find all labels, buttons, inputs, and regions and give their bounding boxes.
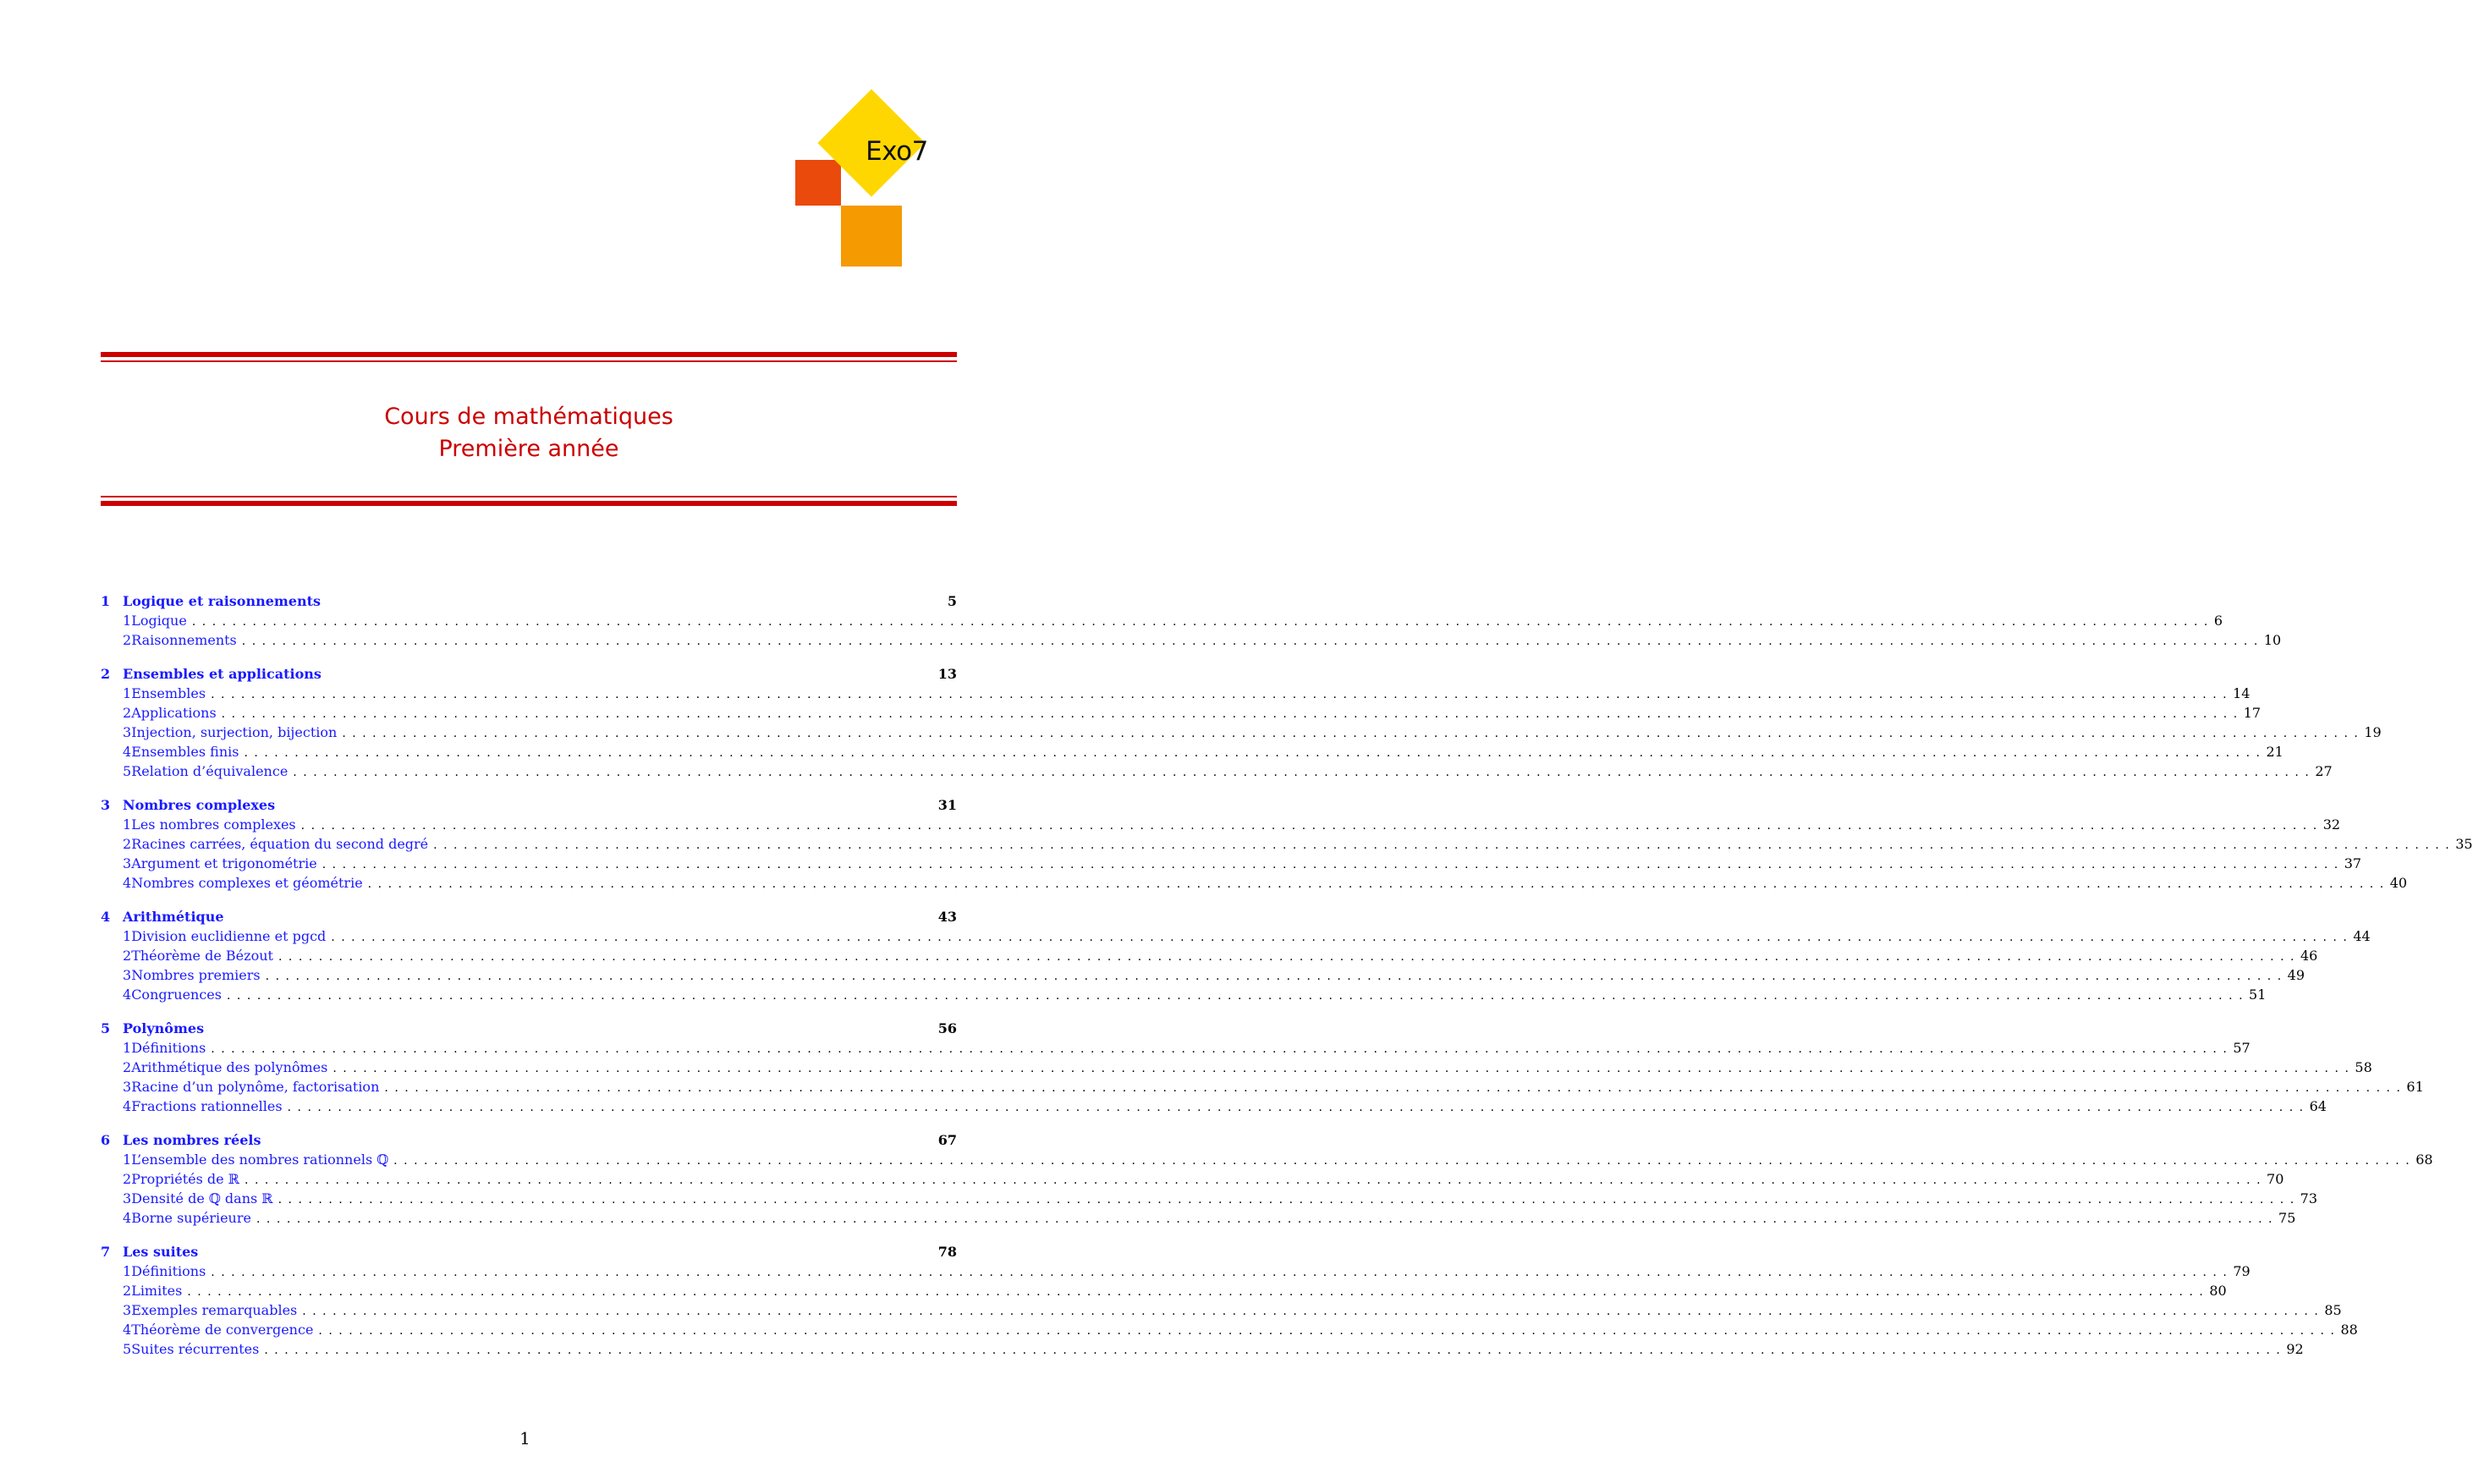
chapter-number: 4 bbox=[101, 909, 111, 925]
chapter-number: 2 bbox=[101, 666, 111, 682]
section-page-number: 58 bbox=[2355, 1059, 2372, 1075]
dot-leader: ........................................................................................................................................................................................................ bbox=[367, 877, 2390, 891]
toc-section-row[interactable] bbox=[101, 834, 2473, 854]
toc-section-row[interactable] bbox=[101, 761, 2333, 781]
section-number: 2 bbox=[123, 1059, 132, 1075]
section-number: 2 bbox=[123, 1171, 132, 1187]
section-number: 4 bbox=[123, 1098, 132, 1114]
section-page-number: 21 bbox=[2266, 744, 2283, 760]
section-page-number: 61 bbox=[2406, 1079, 2424, 1095]
dot-leader: ........................................................................................................................................................................................................ bbox=[384, 1081, 2407, 1095]
toc-section-row[interactable] bbox=[101, 630, 2282, 650]
dot-leader: ........................................................................................................................................................................................................ bbox=[187, 1285, 2210, 1299]
toc-section-row[interactable] bbox=[101, 1077, 2424, 1097]
toc-section-row[interactable] bbox=[101, 1339, 2304, 1359]
dot-leader: ........................................................................................................................................................................................................ bbox=[331, 931, 2354, 944]
section-title-link[interactable]: Nombres premiers bbox=[131, 967, 261, 983]
section-title-link[interactable]: Théorème de convergence bbox=[131, 1322, 314, 1338]
section-title-link[interactable]: Suites récurrentes bbox=[131, 1341, 260, 1357]
section-title-link[interactable]: Nombres complexes et géométrie bbox=[131, 875, 363, 891]
section-title-link[interactable]: Théorème de Bézout bbox=[131, 948, 273, 964]
section-title-link[interactable]: Borne supérieure bbox=[131, 1210, 251, 1226]
section-page-number: 19 bbox=[2364, 724, 2382, 740]
toc-section-row[interactable] bbox=[101, 1058, 2372, 1077]
section-title-link[interactable]: Propriétés de ℝ bbox=[131, 1171, 239, 1187]
section-title-link[interactable]: Ensembles bbox=[131, 685, 206, 701]
section-number: 5 bbox=[123, 1341, 132, 1357]
dot-leader: ........................................................................................................................................................................................................ bbox=[342, 727, 2365, 740]
toc-chapter bbox=[101, 1242, 2358, 1359]
toc-section-row[interactable] bbox=[101, 815, 2341, 834]
toc-chapter-row[interactable] bbox=[101, 1019, 957, 1038]
chapter-title-link[interactable]: Ensembles et applications bbox=[123, 666, 321, 682]
dot-leader: ........................................................................................................................................................................................................ bbox=[265, 970, 2288, 983]
toc-section-row[interactable] bbox=[101, 873, 2408, 893]
chapter-title-link[interactable]: Les nombres réels bbox=[123, 1132, 261, 1148]
dot-leader: ........................................................................................................................................................................................................ bbox=[318, 1324, 2341, 1338]
chapter-page-number: 56 bbox=[937, 1020, 957, 1036]
chapter-number: 1 bbox=[101, 593, 111, 609]
section-number: 3 bbox=[123, 855, 132, 871]
section-page-number: 68 bbox=[2415, 1151, 2433, 1168]
section-number: 4 bbox=[123, 744, 132, 760]
chapter-page-number: 13 bbox=[937, 666, 957, 682]
section-page-number: 46 bbox=[2300, 948, 2318, 964]
dot-leader: ........................................................................................................................................................................................................ bbox=[293, 766, 2316, 779]
section-title-link[interactable]: Raisonnements bbox=[131, 632, 237, 648]
toc-section-row[interactable] bbox=[101, 1300, 2342, 1320]
chapter-number: 7 bbox=[101, 1244, 111, 1260]
chapter-page-number: 67 bbox=[937, 1132, 957, 1148]
section-number: 2 bbox=[123, 705, 132, 721]
section-page-number: 88 bbox=[2340, 1322, 2358, 1338]
section-title-link[interactable]: Limites bbox=[131, 1283, 183, 1299]
dot-leader: ........................................................................................................................................................................................................ bbox=[321, 858, 2344, 871]
toc-chapter-row[interactable] bbox=[101, 907, 957, 926]
section-page-number: 79 bbox=[2233, 1263, 2250, 1279]
section-page-number: 40 bbox=[2389, 875, 2408, 891]
toc-section-row[interactable] bbox=[101, 742, 2283, 761]
logo-text: Exo7 bbox=[866, 136, 928, 167]
section-number: 4 bbox=[123, 987, 132, 1003]
chapter-title-link[interactable]: Logique et raisonnements bbox=[123, 593, 321, 609]
section-number: 4 bbox=[123, 875, 132, 891]
chapter-page-number: 78 bbox=[937, 1244, 957, 1260]
section-number: 1 bbox=[123, 816, 132, 833]
dot-leader: ........................................................................................................................................................................................................ bbox=[256, 1212, 2279, 1226]
toc-section-row[interactable] bbox=[101, 985, 2267, 1004]
section-page-number: 35 bbox=[2455, 836, 2473, 852]
top-rule-thin bbox=[101, 360, 957, 362]
section-title-link[interactable]: Relation d’équivalence bbox=[131, 763, 289, 779]
toc-section-row[interactable] bbox=[101, 611, 2223, 630]
section-page-number: 37 bbox=[2344, 855, 2362, 871]
toc-section-row[interactable] bbox=[101, 684, 2250, 703]
section-page-number: 10 bbox=[2263, 632, 2282, 648]
toc-section-row[interactable] bbox=[101, 1097, 2327, 1116]
chapter-page-number: 5 bbox=[947, 593, 957, 609]
chapter-number: 3 bbox=[101, 797, 111, 813]
section-number: 2 bbox=[123, 836, 132, 852]
chapter-title-link[interactable]: Arithmétique bbox=[123, 909, 224, 925]
toc-chapter bbox=[101, 795, 2473, 893]
toc-section-row[interactable] bbox=[101, 1208, 2296, 1228]
dot-leader: ........................................................................................................................................................................................................ bbox=[332, 1062, 2355, 1075]
section-number: 5 bbox=[123, 763, 132, 779]
chapter-title-link[interactable]: Polynômes bbox=[123, 1020, 205, 1036]
title-block bbox=[101, 401, 957, 465]
dot-leader: ........................................................................................................................................................................................................ bbox=[287, 1101, 2310, 1114]
chapter-title-link[interactable]: Nombres complexes bbox=[123, 797, 276, 813]
dot-leader: ........................................................................................................................................................................................................ bbox=[278, 950, 2300, 964]
section-number: 3 bbox=[123, 1079, 132, 1095]
toc-section-row[interactable] bbox=[101, 946, 2318, 965]
toc-section-row[interactable] bbox=[101, 703, 2261, 723]
section-page-number: 57 bbox=[2233, 1040, 2250, 1056]
section-title-link[interactable]: Définitions bbox=[131, 1040, 206, 1056]
section-page-number: 51 bbox=[2249, 987, 2267, 1003]
section-page-number: 27 bbox=[2315, 763, 2333, 779]
dot-leader: ........................................................................................................................................................................................................ bbox=[211, 688, 2234, 701]
section-number: 3 bbox=[123, 724, 132, 740]
chapter-number: 6 bbox=[101, 1132, 111, 1148]
dot-leader: ........................................................................................................................................................................................................ bbox=[226, 989, 2250, 1003]
toc-chapter-row[interactable] bbox=[101, 1242, 957, 1261]
section-title-link[interactable]: Congruences bbox=[131, 987, 222, 1003]
section-number: 3 bbox=[123, 1190, 132, 1206]
section-title-link[interactable]: Logique bbox=[131, 613, 187, 629]
chapter-number: 5 bbox=[101, 1020, 111, 1036]
toc-chapter-row[interactable] bbox=[101, 664, 957, 684]
toc-section-row[interactable] bbox=[101, 1320, 2358, 1339]
section-number: 2 bbox=[123, 1283, 132, 1299]
toc-section-row[interactable] bbox=[101, 1281, 2227, 1300]
dot-leader: ........................................................................................................................................................................................................ bbox=[433, 838, 2456, 852]
section-title-link[interactable]: Injection, surjection, bijection bbox=[131, 724, 338, 740]
dot-leader: ........................................................................................................................................................................................................ bbox=[211, 1042, 2234, 1056]
title-line-2: Première année bbox=[438, 436, 619, 462]
dot-leader: ........................................................................................................................................................................................................ bbox=[241, 635, 2264, 648]
toc-section-row[interactable] bbox=[101, 1261, 2250, 1281]
chapter-page-number: 31 bbox=[937, 797, 957, 813]
toc-section-row[interactable] bbox=[101, 1189, 2318, 1208]
section-page-number: 92 bbox=[2286, 1341, 2304, 1357]
bottom-rule-thin bbox=[101, 496, 957, 497]
section-title-link[interactable]: Ensembles finis bbox=[131, 744, 239, 760]
section-page-number: 70 bbox=[2267, 1171, 2284, 1187]
section-title-link[interactable]: Argument et trigonométrie bbox=[131, 855, 317, 871]
section-page-number: 75 bbox=[2278, 1210, 2296, 1226]
section-number: 1 bbox=[123, 685, 132, 701]
section-page-number: 85 bbox=[2324, 1302, 2342, 1318]
section-page-number: 80 bbox=[2209, 1283, 2227, 1299]
toc-section-row[interactable] bbox=[101, 1038, 2250, 1058]
section-title-link[interactable]: Arithmétique des polynômes bbox=[131, 1059, 328, 1075]
dot-leader: ........................................................................................................................................................................................................ bbox=[278, 1193, 2300, 1206]
toc-section-row[interactable] bbox=[101, 926, 2371, 946]
section-number: 1 bbox=[123, 1263, 132, 1279]
toc-chapter bbox=[101, 664, 2382, 781]
toc-chapter bbox=[101, 1019, 2424, 1116]
section-page-number: 73 bbox=[2300, 1190, 2318, 1206]
section-number: 1 bbox=[123, 1040, 132, 1056]
table-of-contents bbox=[101, 591, 2473, 1373]
toc-section-row[interactable] bbox=[101, 1150, 2433, 1169]
section-number: 4 bbox=[123, 1210, 132, 1226]
logo-red-square bbox=[795, 160, 841, 206]
section-page-number: 49 bbox=[2287, 967, 2305, 983]
section-page-number: 32 bbox=[2322, 816, 2341, 833]
toc-chapter bbox=[101, 907, 2371, 1004]
section-title-link[interactable]: Fractions rationnelles bbox=[131, 1098, 283, 1114]
section-title-link[interactable]: Densité de ℚ dans ℝ bbox=[131, 1190, 273, 1206]
exo7-logo bbox=[795, 99, 956, 268]
section-title-link[interactable]: Applications bbox=[131, 705, 217, 721]
logo-orange-square bbox=[841, 206, 902, 267]
dot-leader: ........................................................................................................................................................................................................ bbox=[264, 1344, 2287, 1357]
section-title-link[interactable]: Les nombres complexes bbox=[131, 816, 296, 833]
top-rule-thick bbox=[101, 352, 957, 357]
toc-chapter bbox=[101, 591, 2282, 650]
section-number: 3 bbox=[123, 967, 132, 983]
section-number: 3 bbox=[123, 1302, 132, 1318]
toc-section-row[interactable] bbox=[101, 854, 2362, 873]
toc-chapter-row[interactable] bbox=[101, 795, 957, 815]
section-number: 1 bbox=[123, 613, 132, 629]
section-title-link[interactable]: Définitions bbox=[131, 1263, 206, 1279]
dot-leader: ........................................................................................................................................................................................................ bbox=[221, 707, 2244, 721]
section-title-link[interactable]: Racines carrées, équation du second degré bbox=[131, 836, 429, 852]
chapter-title-link[interactable]: Les suites bbox=[123, 1244, 199, 1260]
page-number: 1 bbox=[519, 1428, 530, 1448]
chapter-page-number: 43 bbox=[937, 909, 957, 925]
dot-leader: ........................................................................................................................................................................................................ bbox=[302, 1305, 2325, 1318]
title-line-1: Cours de mathématiques bbox=[384, 404, 673, 430]
bottom-rule-thick bbox=[101, 501, 957, 506]
section-number: 2 bbox=[123, 948, 132, 964]
section-page-number: 6 bbox=[2213, 613, 2223, 629]
section-number: 4 bbox=[123, 1322, 132, 1338]
dot-leader: ........................................................................................................................................................................................................ bbox=[191, 615, 2214, 629]
section-title-link[interactable]: Exemples remarquables bbox=[131, 1302, 298, 1318]
toc-chapter bbox=[101, 1130, 2433, 1228]
section-title-link[interactable]: L’ensemble des nombres rationnels ℚ bbox=[131, 1151, 389, 1168]
toc-chapter-row[interactable] bbox=[101, 1130, 957, 1150]
dot-leader: ........................................................................................................................................................................................................ bbox=[211, 1266, 2234, 1279]
toc-chapter-row[interactable] bbox=[101, 591, 957, 611]
toc-section-row[interactable] bbox=[101, 965, 2305, 985]
section-page-number: 17 bbox=[2243, 705, 2261, 721]
section-page-number: 14 bbox=[2233, 685, 2250, 701]
section-number: 2 bbox=[123, 632, 132, 648]
section-title-link[interactable]: Racine d’un polynôme, factorisation bbox=[131, 1079, 380, 1095]
dot-leader: ........................................................................................................................................................................................................ bbox=[245, 1173, 2267, 1187]
section-page-number: 44 bbox=[2353, 928, 2371, 944]
toc-section-row[interactable] bbox=[101, 1169, 2284, 1189]
dot-leader: ........................................................................................................................................................................................................ bbox=[393, 1154, 2416, 1168]
section-title-link[interactable]: Division euclidienne et pgcd bbox=[131, 928, 327, 944]
dot-leader: ........................................................................................................................................................................................................ bbox=[244, 746, 2267, 760]
section-page-number: 64 bbox=[2309, 1098, 2327, 1114]
section-number: 1 bbox=[123, 1151, 132, 1168]
section-number: 1 bbox=[123, 928, 132, 944]
toc-section-row[interactable] bbox=[101, 723, 2382, 742]
dot-leader: ........................................................................................................................................................................................................ bbox=[300, 819, 2323, 833]
